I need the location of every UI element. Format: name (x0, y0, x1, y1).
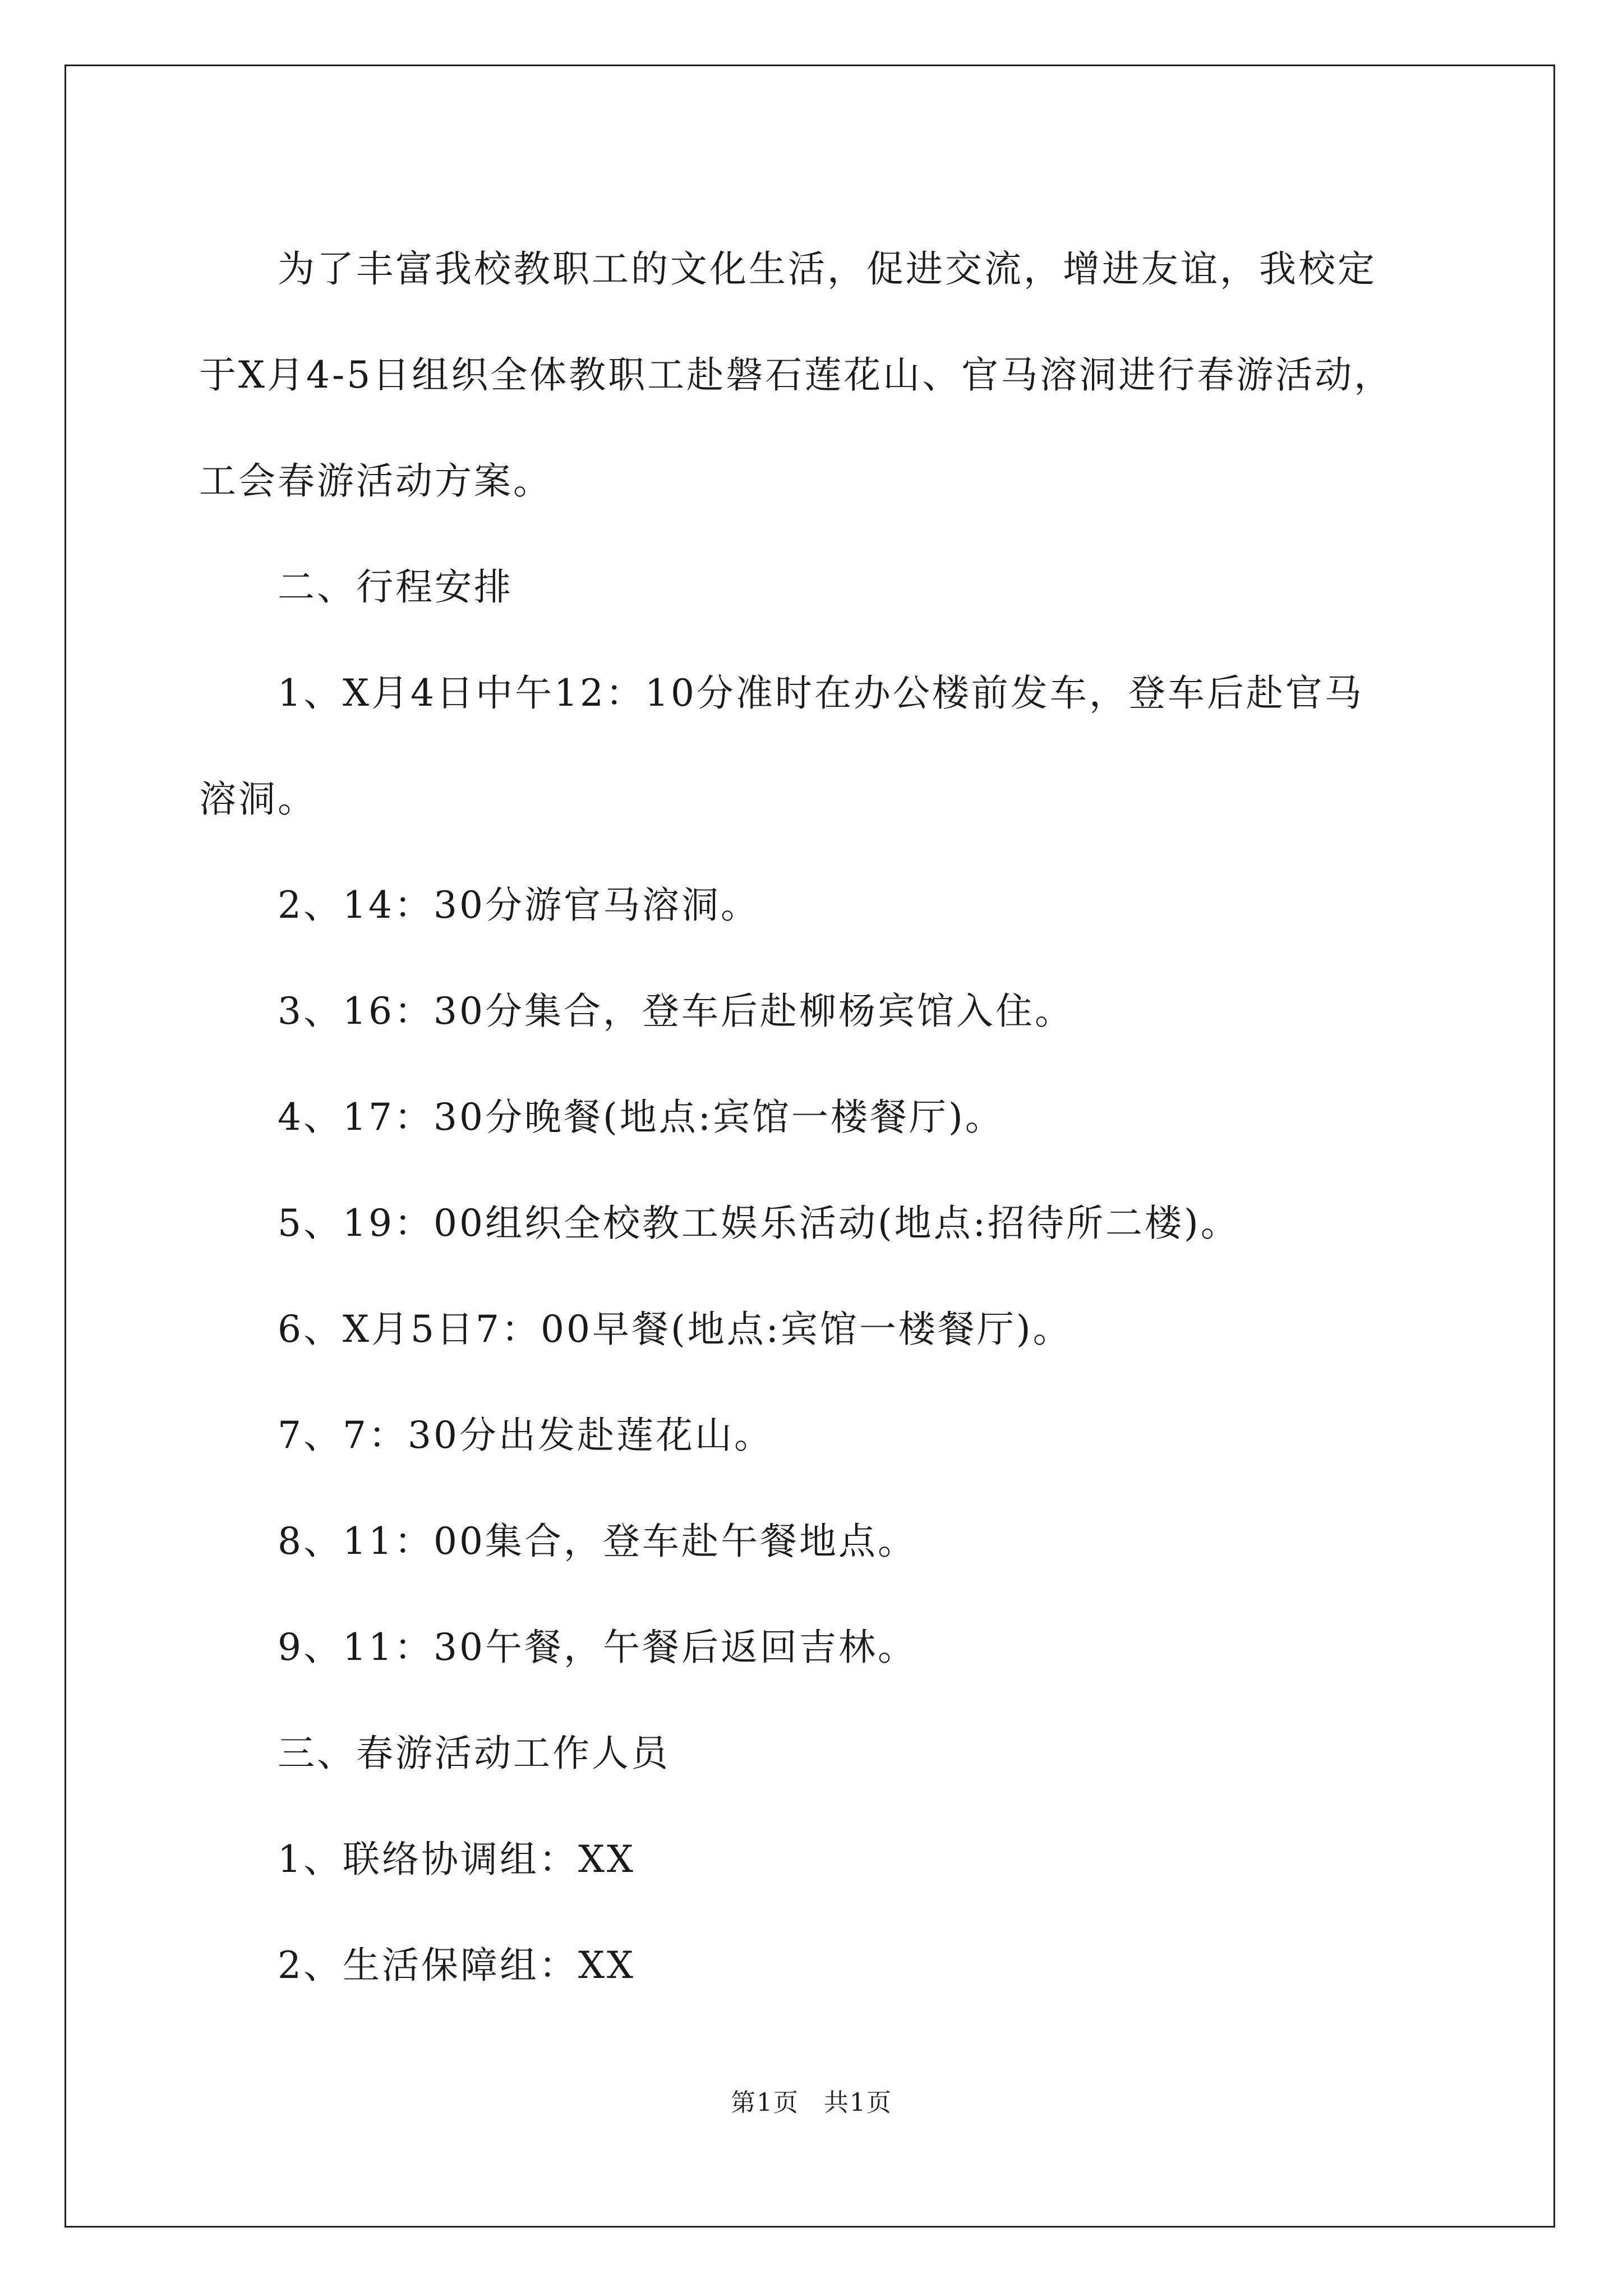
itinerary-item-3: 3、16：30分集合，登车后赴柳杨宾馆入住。 (278, 990, 1074, 1033)
staff-item-2: 2、生活保障组：XX (278, 1944, 635, 1987)
paragraph-intro-line-2: 于X月4-5日组织全体教职工赴磐石莲花山、官马溶洞进行春游活动， (199, 353, 1394, 397)
itinerary-item-5: 5、19：00组织全校教工娱乐活动(地点:招待所二楼)。 (278, 1202, 1240, 1245)
itinerary-item-1-line-1: 1、X月4日中午12：10分准时在办公楼前发车，登车后赴官马 (278, 671, 1364, 715)
itinerary-item-9: 9、11：30午餐，午餐后返回吉林。 (278, 1626, 917, 1669)
itinerary-item-2: 2、14：30分游官马溶洞。 (278, 884, 760, 927)
page-total-label: 共1页 (824, 2088, 892, 2117)
paragraph-intro-line-3: 工会春游活动方案。 (199, 459, 552, 503)
itinerary-item-1-line-2: 溶洞。 (199, 777, 317, 821)
page-footer (0, 2082, 1623, 2118)
itinerary-item-4: 4、17：30分晚餐(地点:宾馆一楼餐厅)。 (278, 1096, 1004, 1139)
itinerary-item-8: 8、11：00集合，登车赴午餐地点。 (278, 1520, 917, 1563)
document-body (199, 216, 1433, 2018)
section-heading-itinerary: 二、行程安排 (278, 565, 513, 609)
itinerary-item-6: 6、X月5日7：00早餐(地点:宾馆一楼餐厅)。 (278, 1308, 1072, 1351)
paragraph-intro-line-1: 为了丰富我校教职工的文化生活，促进交流，增进友谊，我校定 (278, 247, 1377, 291)
staff-item-1: 1、联络协调组：XX (278, 1838, 635, 1881)
page-number-label: 第1页 (731, 2088, 799, 2117)
itinerary-item-7: 7、7：30分出发赴莲花山。 (278, 1414, 773, 1457)
section-heading-staff: 三、春游活动工作人员 (278, 1732, 670, 1775)
